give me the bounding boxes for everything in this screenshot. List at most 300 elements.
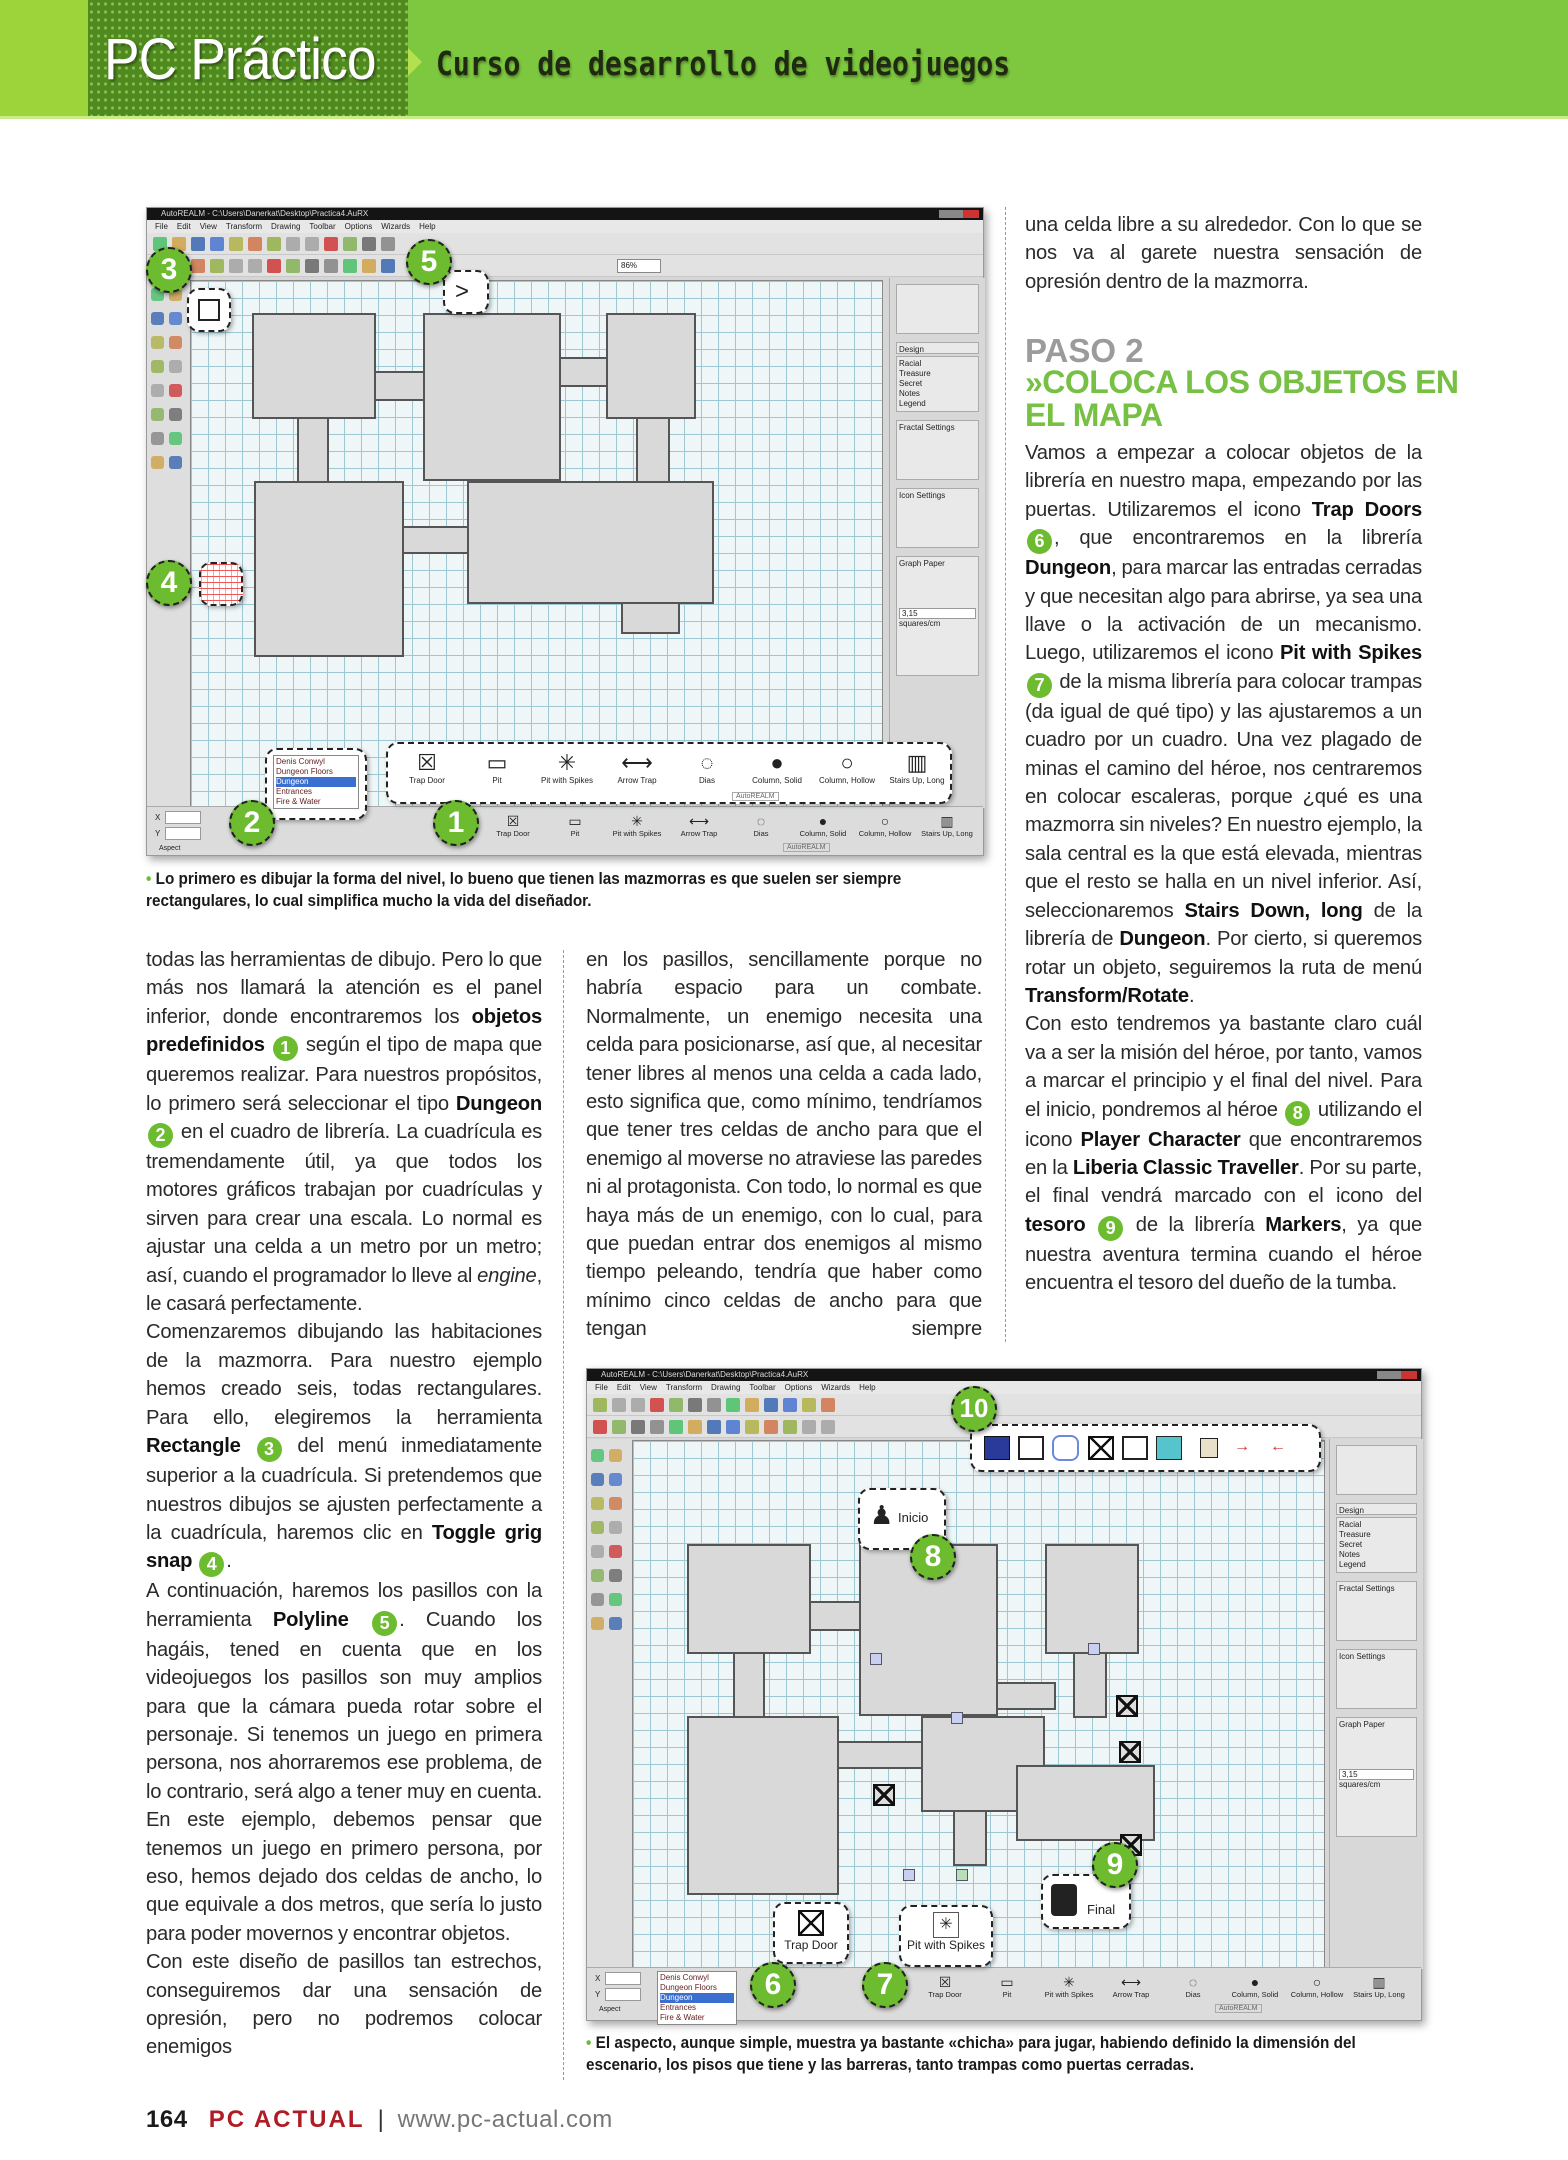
- tool-icon[interactable]: [169, 312, 182, 325]
- object-stairs-up-long[interactable]: [882, 750, 952, 785]
- tool-icon[interactable]: [151, 312, 164, 325]
- object-pit-with-spikes[interactable]: [607, 813, 667, 838]
- toolbar-button-icon[interactable]: [267, 237, 281, 251]
- bold-term: Toggle grig snap: [146, 1521, 542, 1573]
- menu-item-wizards[interactable]: Wizards: [381, 222, 411, 231]
- object-label: Arrow Trap: [680, 829, 718, 838]
- tool-icon[interactable]: [591, 1569, 604, 1582]
- step-number-badge: 1: [273, 1036, 298, 1061]
- text-run: . Cuando los hagáis, tened en cuenta que en los videojuegos los pasillos son muy amplios para que la cámara pueda rotar sobre el personaje. Si tenemos un juego en primera persona, nos ahorraremos ese problema, de lo contrario, será algo a tener muy en cuenta. En este ejemplo, debemos pensar que tenemos un juego en primero persona, por eso, hemos dejado dos celdas de ancho, lo que equivale a dos metros, que sería lo justo para poder movernos y encontrar objetos.: [146, 1608, 542, 1945]
- bold-term: Markers: [1265, 1213, 1342, 1236]
- toolbar-button-icon[interactable]: [381, 259, 395, 273]
- object-stairs-up-long[interactable]: [1349, 1974, 1409, 1999]
- bullet-icon: •: [146, 869, 156, 888]
- coord-label-coord_y: Y: [155, 829, 161, 838]
- layer-checkbox[interactable]: Racial: [899, 359, 922, 368]
- object-pit-with-spikes[interactable]: [532, 750, 602, 785]
- tool-icon[interactable]: [609, 1569, 622, 1582]
- right-panel: [889, 278, 985, 808]
- screenshot-level-layout: [146, 207, 984, 856]
- object-trap-door[interactable]: [483, 813, 543, 838]
- library-item[interactable]: Fire & Water: [276, 797, 321, 806]
- toolbar-button-icon[interactable]: [650, 1398, 664, 1412]
- object-icon: ☒: [417, 750, 437, 775]
- bold-term: Dungeon: [1119, 928, 1206, 951]
- toolbar-button-icon[interactable]: [305, 237, 319, 251]
- tool-icon[interactable]: [591, 1449, 604, 1462]
- page-header: [0, 0, 1568, 118]
- magazine-url[interactable]: www.pc-actual.com: [397, 2106, 613, 2133]
- toolbar-button-icon[interactable]: [305, 259, 319, 273]
- paragraph: [1025, 1010, 1422, 1297]
- object-column-solid[interactable]: [793, 813, 853, 838]
- callout-number-7: 7: [862, 1962, 908, 2008]
- text-run: Vamos a empezar a colocar objetos de la librería en nuestro mapa, empezando por las puertas. Utilizaremos el icono: [1025, 442, 1422, 521]
- step-number-badge: 6: [1027, 529, 1052, 554]
- trap-door-icon: [1119, 1741, 1141, 1763]
- group-label: AutoREALM: [783, 843, 830, 852]
- menu-item-help[interactable]: Help: [419, 222, 436, 231]
- graph-paper-label: Graph Paper: [899, 559, 945, 568]
- toolbar-button-icon[interactable]: [191, 259, 205, 273]
- object-label: Trap Door: [409, 776, 445, 785]
- library-panel: [587, 1967, 1421, 2020]
- callout-number-5: 5: [406, 239, 452, 285]
- toolbar-button-icon[interactable]: [229, 259, 243, 273]
- object-label: Arrow Trap: [1112, 1990, 1150, 1999]
- text-run: , ya que nuestra aventura termina cuando el héroe encuentra el tesoro del dueño de la tumba.: [1025, 1213, 1422, 1295]
- tool-icon[interactable]: [591, 1473, 604, 1486]
- menu-item-view[interactable]: View: [639, 1383, 657, 1392]
- section-title: PC Práctico: [104, 27, 376, 92]
- library-item[interactable]: Entrances: [276, 787, 313, 796]
- step-number-badge: 2: [148, 1123, 173, 1148]
- object-column-hollow[interactable]: [855, 813, 915, 838]
- object-label: Column, Solid: [1231, 1990, 1279, 1999]
- object-arrow-trap[interactable]: [1101, 1974, 1161, 1999]
- text-run: una celda libre a su alrededor. Con lo que se nos va al garete nuestra sensación de opresión dentro de la mazmorra.: [1025, 214, 1422, 293]
- toolbar-button-icon[interactable]: [821, 1398, 835, 1412]
- layer-checkbox[interactable]: Legend: [1339, 1560, 1366, 1569]
- menu-item-view[interactable]: View: [199, 222, 217, 231]
- corridor: [1073, 1652, 1107, 1718]
- text-run: . Por cierto, si queremos rotar un objeto, seguiremos la ruta de menú: [1025, 928, 1423, 979]
- library-list[interactable]: [273, 755, 359, 809]
- object-pit[interactable]: [545, 813, 605, 838]
- object-label: Dias: [698, 776, 715, 785]
- toolbar-button-icon[interactable]: [669, 1398, 683, 1412]
- toolbar-drawing: [147, 255, 983, 277]
- menu-item-transform[interactable]: Transform: [665, 1383, 703, 1392]
- layer-checkbox[interactable]: Notes: [1339, 1550, 1360, 1559]
- toolbar-button-icon[interactable]: [229, 237, 243, 251]
- menu-item-edit[interactable]: Edit: [176, 222, 191, 231]
- room: [1016, 1765, 1155, 1841]
- coord-label-coord_x: X: [155, 813, 161, 822]
- menu-item-toolbar[interactable]: Toolbar: [309, 222, 336, 231]
- toolbar-button-icon[interactable]: [248, 237, 262, 251]
- toolbar-button-icon[interactable]: [726, 1398, 740, 1412]
- coord-input-coord_y[interactable]: [605, 1988, 641, 2001]
- toolbar-button-icon[interactable]: [593, 1398, 607, 1412]
- tool-icon[interactable]: [609, 1473, 622, 1486]
- aspect-checkbox[interactable]: Aspect: [159, 845, 181, 852]
- toolbar-button-icon[interactable]: [707, 1398, 721, 1412]
- toolbar-button-icon[interactable]: [612, 1398, 626, 1412]
- end-label: Final: [1087, 1902, 1116, 1917]
- library-item[interactable]: Denis Conwyl: [660, 1973, 709, 1982]
- panel-section: [896, 556, 979, 676]
- object-label: Stairs Up, Long: [921, 829, 973, 838]
- object-dias[interactable]: [1163, 1974, 1223, 1999]
- player-character-icon: ♟: [870, 1500, 894, 1530]
- object-icon: ☒: [506, 813, 520, 829]
- tool-icon[interactable]: [609, 1449, 622, 1462]
- object-icon: ▭: [486, 750, 508, 775]
- toolbar-button-icon[interactable]: [210, 259, 224, 273]
- object-trap-door[interactable]: [392, 750, 462, 785]
- text-run: [1086, 1214, 1097, 1236]
- right-panel: [1329, 1439, 1423, 1969]
- object-label: Column, Solid: [752, 776, 802, 785]
- graph-paper-label: Graph Paper: [1339, 1720, 1385, 1729]
- corridor: [636, 417, 670, 483]
- rectangle-tool-callout: [187, 288, 231, 332]
- object-pit[interactable]: [977, 1974, 1037, 1999]
- menu-item-transform[interactable]: Transform: [225, 222, 263, 231]
- grid-size-input[interactable]: 3,15: [1339, 1769, 1414, 1780]
- text-run: utilizando el icono: [1025, 1098, 1422, 1151]
- arrow-left-icon: ←: [1270, 1438, 1286, 1455]
- toolbar-button-icon[interactable]: [745, 1398, 759, 1412]
- menu-item-options[interactable]: Options: [784, 1383, 813, 1392]
- menu-item-drawing[interactable]: Drawing: [711, 1383, 741, 1392]
- coord-label-coord_y: Y: [595, 1990, 601, 1999]
- text-run: de la misma librería para colocar trampas (da igual de qué tipo) y las ajustaremos a un cuadro por un cuadro. Una vez plagado de minas el camino del héroe, nos centraremos en colocar escaleras, porque ¿qué es una mazmorra sin niveles? En nuestro ejemplo, la sala central es la que está elevada, mientras que el resto se halla en un nivel inferior. Así, seleccionaremos: [1025, 670, 1422, 922]
- object-icon: ▥: [940, 813, 954, 829]
- object-label: Column, Hollow: [858, 829, 912, 838]
- layer-checkbox[interactable]: Treasure: [1339, 1530, 1371, 1539]
- coord-input-coord_y[interactable]: [165, 827, 201, 840]
- library-list-callout: [265, 748, 367, 820]
- bold-term: tesoro: [1025, 1213, 1086, 1236]
- object-icon: ◌: [1188, 1974, 1198, 1990]
- object-pit-with-spikes[interactable]: [1039, 1974, 1099, 1999]
- library-item[interactable]: Dungeon: [276, 777, 356, 787]
- corridor: [953, 1810, 987, 1866]
- column-right: [1025, 439, 1422, 1298]
- menu-item-edit[interactable]: Edit: [616, 1383, 631, 1392]
- corridor: [374, 371, 425, 401]
- corridor: [559, 357, 608, 387]
- tool-icon[interactable]: [609, 1521, 622, 1534]
- room: [423, 313, 561, 481]
- toolbar-button-icon[interactable]: [631, 1398, 645, 1412]
- window-title-text: AutoREALM - C:\Users\Danerkat\Desktop\Practica4.AuRX: [601, 1370, 809, 1379]
- tool-icon[interactable]: [151, 432, 164, 445]
- bold-term: Dungeon: [455, 1092, 542, 1115]
- menu-item-toolbar[interactable]: Toolbar: [749, 1383, 776, 1392]
- view-dropdown[interactable]: Design: [899, 345, 924, 354]
- toolbar-button-icon[interactable]: [286, 237, 300, 251]
- room: [1045, 1544, 1139, 1654]
- menu-item-help[interactable]: Help: [859, 1383, 876, 1392]
- bold-term: Pit with Spikes: [1280, 642, 1423, 665]
- object-arrow-trap[interactable]: [669, 813, 729, 838]
- callout-number-3: 3: [146, 247, 192, 293]
- coord-label-coord_x: X: [595, 1974, 601, 1983]
- menu-bar: [147, 220, 983, 233]
- tool-icon[interactable]: [609, 1593, 622, 1606]
- map-canvas: [632, 1440, 1325, 1968]
- treasure-icon: [1051, 1884, 1077, 1916]
- toolbar-button-icon[interactable]: [362, 237, 376, 251]
- layer-checkbox[interactable]: Legend: [899, 399, 926, 408]
- tool-icon[interactable]: [169, 384, 182, 397]
- toolbar-button-icon[interactable]: [593, 1420, 607, 1434]
- object-icon: ⟷: [688, 813, 710, 829]
- tool-icon[interactable]: [609, 1617, 622, 1630]
- library-item[interactable]: Dungeon Floors: [660, 1983, 717, 1992]
- object-icon: ▥: [906, 750, 928, 775]
- tool-icon[interactable]: [169, 336, 182, 349]
- toolbar-button-icon[interactable]: [688, 1420, 702, 1434]
- toolbar-button-icon[interactable]: [324, 237, 338, 251]
- room: [252, 313, 376, 419]
- fill-swatch: [984, 1436, 1010, 1460]
- object-label: Column, Solid: [799, 829, 847, 838]
- pit-spikes-icon: [951, 1712, 963, 1724]
- tool-icon[interactable]: [609, 1497, 622, 1510]
- object-dias[interactable]: [672, 750, 742, 785]
- object-arrow-trap[interactable]: [602, 750, 672, 785]
- toolbar-button-icon[interactable]: [669, 1420, 683, 1434]
- layer-checkbox[interactable]: Secret: [1339, 1540, 1363, 1549]
- object-label: Dias: [753, 829, 769, 838]
- column-middle: [586, 946, 982, 1344]
- tool-icon[interactable]: [151, 384, 164, 397]
- text-run: [265, 1034, 271, 1056]
- bold-term: Trap Doors: [1311, 498, 1422, 521]
- bold-term: objetos predefinidos: [146, 1005, 542, 1057]
- text-run: Con esto tendremos ya bastante claro cuál va a ser la misión del héroe, por tanto, vamos a marcar el principio y el final del nivel. Para el inicio, pondremos al héroe: [1025, 1013, 1422, 1121]
- callout-number-1: 1: [433, 800, 479, 846]
- tool-icon[interactable]: [609, 1545, 622, 1558]
- toolbar-button-icon[interactable]: [707, 1420, 721, 1434]
- header-accent: [0, 0, 88, 118]
- toolbar-main: [587, 1394, 1421, 1416]
- grid-size-input[interactable]: 3,15: [899, 608, 976, 619]
- object-column-hollow[interactable]: [1287, 1974, 1347, 1999]
- window-title-text: AutoREALM - C:\Users\Danerkat\Desktop\Practica4.AuRX: [161, 209, 369, 218]
- toolbar-button-icon[interactable]: [210, 237, 224, 251]
- tool-icon[interactable]: [151, 408, 164, 421]
- text-run: según el tipo de mapa que queremos realizar. Para nuestros propósitos, lo primero será seleccionar el tipo: [146, 1034, 542, 1115]
- toolbar-button-icon[interactable]: [650, 1420, 664, 1434]
- toolbar-button-icon[interactable]: [324, 259, 338, 273]
- object-label: Column, Hollow: [1290, 1990, 1344, 1999]
- text-run: en los pasillos, sencillamente porque no habría espacio para un combate. Normalmente, un enemigo necesita una celda para posicionarse, así que, al necesitar tener libres al menos una celda a cada lado, esto significa que, como mínimo, tendríamos que tener tres celdas de ancho para que el enemigo al moverse no atraviese las paredes ni al protagonista. Con todo, lo normal es que haya más de un enemigo, con lo cual, para que puedan entrar dos enemigos al mismo tiempo peleando, tendría que haber como mínimo cinco celdas de ancho para que tengan siempre: [586, 949, 982, 1341]
- caption-text: Lo primero es dibujar la forma del nivel, lo bueno que tienen las mazmorras es que suelen ser siempre rectangulares, lo cual simplifica mucho la vida del diseñador.: [146, 869, 902, 910]
- toolbar-button-icon[interactable]: [821, 1420, 835, 1434]
- screenshot-objects-placed: [586, 1368, 1422, 2021]
- coord-input-coord_x[interactable]: [165, 811, 201, 824]
- panel-section: [1336, 1503, 1417, 1515]
- object-label: Column, Hollow: [818, 776, 876, 785]
- object-icon: ○: [840, 750, 854, 775]
- tool-icon[interactable]: [151, 360, 164, 373]
- text-run: .: [1188, 984, 1195, 1007]
- toolbar-button-icon[interactable]: [248, 259, 262, 273]
- paragraph: [1025, 211, 1422, 296]
- step-number-badge: 8: [1285, 1101, 1310, 1126]
- tool-icon[interactable]: [151, 456, 164, 469]
- text-run: Con este diseño de pasillos tan estrechos, conseguiremos dar una sensación de opresión, pero no podremos colocar enemigos: [146, 1951, 542, 2059]
- group-label: AutoREALM: [732, 792, 779, 801]
- toolbar-button-icon[interactable]: [688, 1398, 702, 1412]
- footer-separator: |: [377, 2106, 385, 2133]
- object-column-solid[interactable]: [1225, 1974, 1285, 1999]
- layer-checkbox[interactable]: Racial: [1339, 1520, 1362, 1529]
- bold-term: Rectangle: [146, 1435, 241, 1458]
- toolbar-button-icon[interactable]: [286, 259, 300, 273]
- view-dropdown[interactable]: Design: [1339, 1506, 1364, 1515]
- room: [254, 481, 404, 657]
- column-left: [146, 946, 542, 2062]
- object-column-hollow[interactable]: [812, 750, 882, 785]
- tool-icon[interactable]: [591, 1521, 604, 1534]
- trap-door-icon: [1116, 1695, 1138, 1717]
- object-icon: ◌: [700, 750, 714, 775]
- text-run: , le casará perfectamente.: [146, 1264, 542, 1316]
- object-icon: ●: [818, 813, 828, 829]
- aspect-checkbox[interactable]: Aspect: [599, 2006, 621, 2013]
- library-item[interactable]: Fire & Water: [660, 2013, 705, 2022]
- callout-number-8: 8: [910, 1534, 956, 1580]
- object-dias[interactable]: [731, 813, 791, 838]
- toolbar-button-icon[interactable]: [726, 1420, 740, 1434]
- object-pit[interactable]: [462, 750, 532, 785]
- corridor: [297, 417, 329, 483]
- panel-section: [896, 342, 979, 354]
- menu-bar: [587, 1381, 1421, 1394]
- library-list[interactable]: [657, 1971, 737, 2025]
- trap-door-label: Trap Door: [784, 1938, 838, 1952]
- text-run: . Por su parte, el final vendrá marcado con el icono del: [1025, 1156, 1423, 1208]
- step-number-badge: 7: [1027, 673, 1052, 698]
- object-label: Pit with Spikes: [540, 776, 594, 785]
- bold-term: Player Character: [1080, 1128, 1241, 1151]
- toolbar-button-icon[interactable]: [381, 237, 395, 251]
- step-number-badge: 9: [1098, 1216, 1123, 1241]
- toolbar-button-icon[interactable]: [802, 1398, 816, 1412]
- cyan-swatch: [1156, 1436, 1182, 1460]
- text-run: [192, 1550, 197, 1572]
- toolbar-button-icon[interactable]: [631, 1420, 645, 1434]
- tool-icon[interactable]: [591, 1593, 604, 1606]
- tool-icon[interactable]: [151, 336, 164, 349]
- toolbar-button-icon[interactable]: [191, 237, 205, 251]
- object-icon: ☒: [938, 1974, 952, 1990]
- step-title: »COLOCA LOS OBJETOS EN EL MAPA: [1025, 364, 1459, 433]
- step-number-badge: 3: [257, 1437, 282, 1462]
- page-number: 164: [146, 2106, 188, 2133]
- toolbar-button-icon[interactable]: [267, 259, 281, 273]
- toolbar-button-icon[interactable]: [343, 237, 357, 251]
- caption-second: [586, 2032, 1396, 2076]
- tool-icon[interactable]: [591, 1617, 604, 1630]
- bold-term: Liberia Classic Traveller: [1072, 1156, 1299, 1179]
- object-icon: ○: [880, 813, 890, 829]
- rounded-swatch: [1052, 1435, 1079, 1461]
- object-trap-door[interactable]: [915, 1974, 975, 1999]
- object-label: Trap Door: [496, 829, 530, 838]
- zoom-dropdown[interactable]: 86%: [617, 259, 661, 273]
- toolbar-button-icon[interactable]: [783, 1398, 797, 1412]
- object-icon: ▥: [1372, 1974, 1386, 1990]
- object-stairs-up-long[interactable]: [917, 813, 977, 838]
- layer-checkbox[interactable]: Notes: [899, 389, 920, 398]
- coord-input-coord_x[interactable]: [605, 1972, 641, 1985]
- fractal-settings-label: Fractal Settings: [899, 423, 955, 432]
- text-run: todas las herramientas de dibujo. Pero lo que más nos llamará la atención es el panel inferior, donde encontraremos los: [146, 949, 542, 1028]
- panel-section: [896, 420, 979, 480]
- color-palette-callout: [970, 1424, 1321, 1472]
- object-label: Pit with Spikes: [1044, 1990, 1094, 1999]
- tool-icon[interactable]: [591, 1545, 604, 1558]
- toolbar-main: [147, 233, 983, 255]
- toolbar-button-icon[interactable]: [783, 1420, 797, 1434]
- window-controls: [1377, 1371, 1417, 1379]
- library-item[interactable]: Dungeon Floors: [276, 767, 333, 776]
- toolbar-button-icon[interactable]: [745, 1420, 759, 1434]
- menu-item-wizards[interactable]: Wizards: [821, 1383, 851, 1392]
- object-column-solid[interactable]: [742, 750, 812, 785]
- layer-checkbox[interactable]: Treasure: [899, 369, 931, 378]
- toolbar-button-icon[interactable]: [802, 1420, 816, 1434]
- corridor: [733, 1652, 765, 1718]
- layer-checkbox[interactable]: Secret: [899, 379, 923, 388]
- toolbar-button-icon[interactable]: [612, 1420, 626, 1434]
- toolbar-button-icon[interactable]: [362, 259, 376, 273]
- tool-icon[interactable]: [169, 408, 182, 421]
- tool-icon[interactable]: [169, 456, 182, 469]
- tool-icon[interactable]: [591, 1497, 604, 1510]
- header-divider: [0, 116, 1568, 119]
- library-item[interactable]: Entrances: [660, 2003, 697, 2012]
- toolbar-button-icon[interactable]: [764, 1398, 778, 1412]
- chevron-icon: [408, 48, 422, 76]
- window-title: [587, 1369, 1421, 1381]
- tool-icon[interactable]: [169, 432, 182, 445]
- object-icon: ▭: [1000, 1974, 1014, 1990]
- menu-item-file[interactable]: File: [595, 1383, 608, 1392]
- library-item[interactable]: Denis Conwyl: [276, 757, 325, 766]
- menu-item-drawing[interactable]: Drawing: [271, 222, 301, 231]
- toolbar-button-icon[interactable]: [343, 259, 357, 273]
- bold-term: Transform/Rotate: [1025, 984, 1189, 1007]
- toolbar-button-icon[interactable]: [764, 1420, 778, 1434]
- tool-icon[interactable]: [169, 360, 182, 373]
- step-number-badge: 4: [199, 1552, 224, 1577]
- grid-unit-label: squares/cm: [1339, 1780, 1381, 1789]
- menu-item-options[interactable]: Options: [344, 222, 373, 231]
- menu-item-file[interactable]: File: [155, 222, 168, 231]
- column-right-top: [1025, 211, 1422, 296]
- library-item[interactable]: Dungeon: [660, 1993, 734, 2003]
- corridor: [402, 526, 469, 554]
- grid-unit-label: squares/cm: [899, 619, 941, 628]
